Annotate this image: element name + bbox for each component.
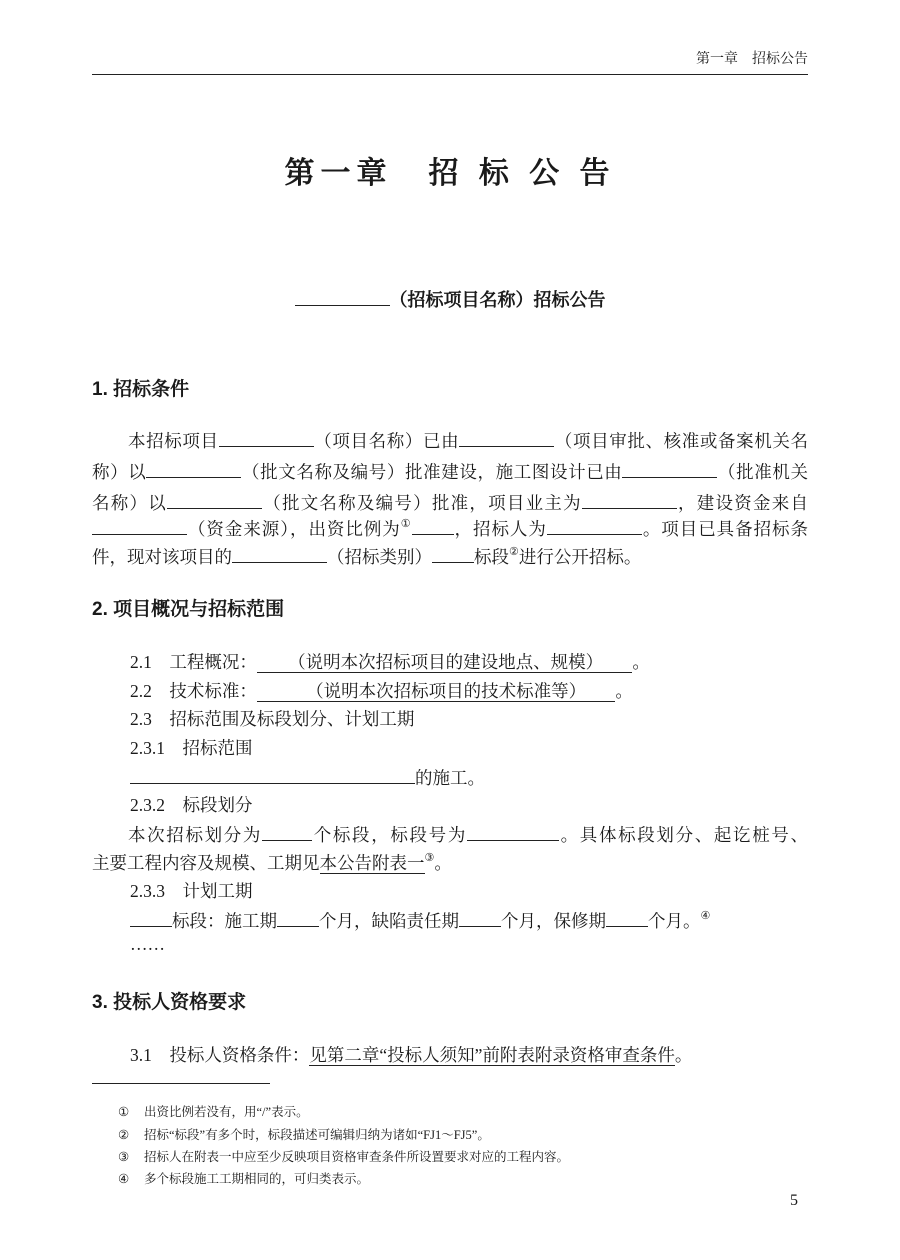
text: （项目名称）已由	[313, 431, 460, 451]
footnote-ref: ①	[400, 518, 412, 530]
header-rule	[92, 74, 808, 75]
footnote-number: ③	[118, 1150, 130, 1164]
text: 称）以	[92, 462, 147, 482]
text: 2.2 技术标准：	[130, 681, 257, 701]
footnote-ref: ③	[424, 852, 435, 864]
item-2-3: 2.3 招标范围及标段划分、计划工期	[130, 709, 415, 729]
item-2-3-3: 2.3.3 计划工期	[130, 881, 253, 901]
blank	[232, 544, 327, 563]
footnote-text: 出资比例若没有，用“/”表示。	[144, 1105, 309, 1119]
footnote-number: ①	[118, 1105, 130, 1119]
text: （批准机关	[717, 462, 809, 482]
blank	[467, 822, 559, 841]
underlined-text: 见第二章“投标人须知”前附表附录资格审查条件	[309, 1045, 675, 1065]
text: （招标类别）	[327, 547, 432, 567]
footnote-text: 招标人在附表一中应至少反映项目资格审查条件所设置要求对应的工程内容。	[144, 1150, 570, 1164]
text: 。	[615, 681, 633, 701]
paragraph-line	[92, 544, 808, 569]
page-number: 5	[790, 1192, 798, 1209]
text: 。	[434, 853, 452, 873]
item-2-3-2: 2.3.2 标段划分	[130, 795, 253, 815]
notice-title	[0, 286, 900, 312]
text: 3.1 投标人资格条件：	[130, 1045, 310, 1065]
blank	[92, 516, 187, 535]
appendix-link: 本公告附表一	[319, 853, 425, 873]
text: 本次招标划分为	[128, 825, 263, 845]
footnote-ref: ②	[509, 546, 519, 558]
paragraph-line	[92, 459, 808, 484]
item-2-3-1: 2.3.1 招标范围	[130, 738, 253, 758]
text: 个月。	[648, 911, 701, 931]
blank	[582, 490, 677, 509]
underlined-text: （说明本次招标项目的技术标准等）	[257, 681, 616, 702]
paragraph-line	[92, 428, 808, 453]
text: 。	[674, 1045, 693, 1065]
text: 。	[632, 652, 650, 672]
blank	[459, 908, 501, 927]
blank	[167, 490, 262, 509]
text: 标段	[474, 547, 509, 567]
schedule-line	[92, 908, 808, 933]
blank	[277, 908, 319, 927]
item-2-1	[92, 650, 808, 674]
text: ，招标人为	[453, 519, 547, 539]
footnote-rule	[92, 1083, 270, 1084]
item-3-1	[92, 1043, 808, 1067]
text: 本招标项目	[128, 431, 219, 451]
text: （批文名称及编号）批准建设，施工图设计已由	[241, 462, 623, 482]
footnote	[118, 1125, 490, 1143]
paragraph-line	[92, 490, 808, 515]
text: （批文名称及编号）批准，项目业主为	[261, 493, 582, 513]
footnote-text: 多个标段施工工期相同的，可归类表示。	[144, 1172, 370, 1186]
paragraph-line	[92, 851, 808, 875]
paragraph-line	[92, 516, 808, 541]
blank	[622, 459, 717, 478]
text: 个标段，标段号为	[312, 825, 467, 845]
blank	[130, 908, 172, 927]
footnote-ref: ④	[700, 910, 711, 922]
ellipsis: ……	[130, 934, 165, 954]
item-2-2	[92, 679, 808, 703]
underlined-text: （说明本次招标项目的建设地点、规模）	[257, 652, 633, 673]
text: 的施工。	[415, 768, 485, 788]
scope-line	[92, 765, 808, 790]
blank	[547, 516, 642, 535]
blank	[459, 428, 554, 447]
footnote	[118, 1147, 569, 1165]
text: 名称）以	[92, 493, 167, 513]
text: 个月，缺陷责任期	[319, 911, 459, 931]
blank	[262, 822, 312, 841]
footnote-number: ④	[118, 1172, 130, 1186]
section-2-heading: 2. 项目概况与招标范围	[92, 599, 285, 620]
running-header: 第一章 招标公告	[696, 50, 808, 66]
text: 件，现对该项目的	[92, 547, 232, 567]
footnote-text: 招标“标段”有多个时，标段描述可编辑归纳为诸如“FJ1～FJ5”。	[144, 1128, 490, 1142]
text: ，建设资金来自	[676, 493, 809, 513]
section-1-heading: 1. 招标条件	[92, 379, 190, 400]
chapter-title: 第一章 招 标 公 告	[284, 157, 616, 190]
text: 进行公开招标。	[518, 547, 642, 567]
text: 标段：施工期	[172, 911, 277, 931]
text: 。项目已具备招标条	[641, 519, 809, 539]
blank	[146, 459, 241, 478]
blank	[219, 428, 314, 447]
footnote	[118, 1102, 309, 1120]
text: 2.1 工程概况：	[130, 652, 257, 672]
text: （项目审批、核准或备案机关名	[554, 431, 808, 451]
footnote-number: ②	[118, 1128, 130, 1142]
blank	[130, 765, 415, 784]
blank	[412, 516, 454, 535]
blank	[432, 544, 474, 563]
text: 。具体标段划分、起讫桩号、	[559, 825, 809, 845]
text: 个月，保修期	[501, 911, 606, 931]
blank	[606, 908, 648, 927]
blank	[295, 287, 390, 306]
section-3-heading: 3. 投标人资格要求	[92, 992, 247, 1013]
text: 主要工程内容及规模、工期见	[92, 853, 320, 873]
notice-title-text: （招标项目名称）招标公告	[389, 290, 606, 310]
footnote	[118, 1169, 369, 1187]
text: （资金来源），出资比例为	[187, 519, 401, 539]
paragraph-line	[92, 822, 808, 847]
